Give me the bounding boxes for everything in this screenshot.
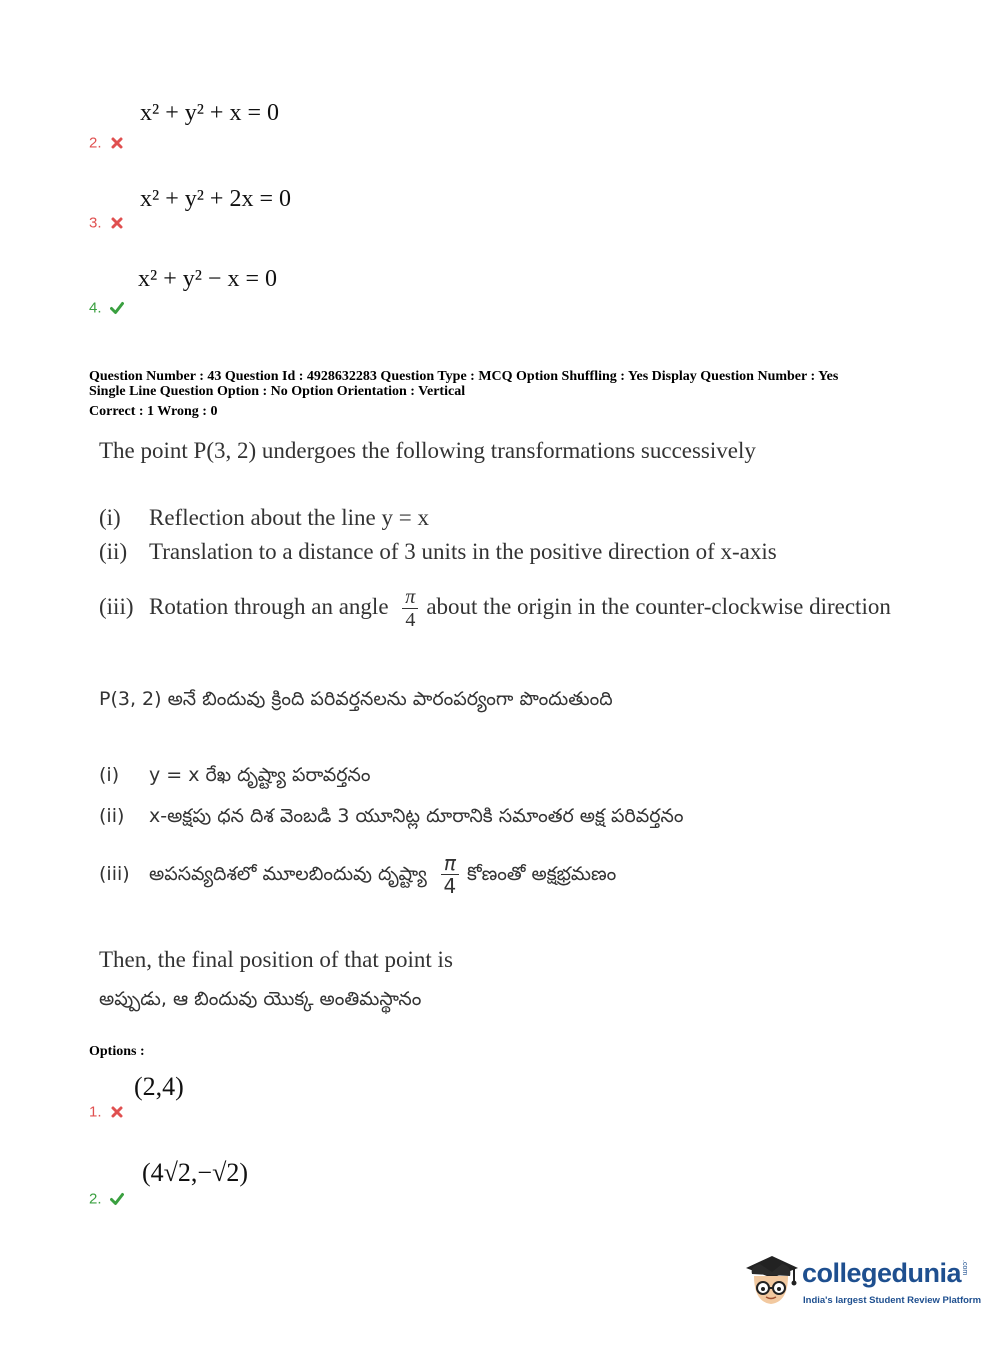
telugu-item-2-roman: (ii) [99, 805, 125, 827]
prev-option-3-number: 3. [89, 214, 102, 232]
telugu-item-3-text-after: కోణంతో అక్షభ్రమణం [466, 863, 617, 885]
prev-option-4-equation: x² + y² − x = 0 [138, 266, 277, 292]
prev-option-4-number: 4. [89, 299, 102, 317]
option-1-label[interactable] [89, 1103, 124, 1121]
item-3-roman: (iii) [99, 593, 134, 619]
telugu-item-3 [99, 852, 616, 897]
telugu-item-3-text-before: అపసవ్యదిశలో మూలబిందువు దృష్ట్యా [149, 863, 427, 885]
fraction-denominator: 4 [405, 609, 416, 631]
item-2-roman: (ii) [99, 539, 128, 564]
question-meta-line2: Single Line Question Option : No Option Orientation : Vertical [89, 384, 466, 399]
question-meta-line1: Question Number : 43 Question Id : 4928632283 Question Type : MCQ Option Shuffling : Yes Display Question Number : Yes [89, 369, 839, 384]
prev-option-3-label [89, 214, 124, 232]
telugu-item-1-roman: (i) [99, 764, 120, 786]
brand-suffix: .com [961, 1260, 968, 1276]
telugu-item-2 [99, 805, 683, 832]
prev-option-2-number: 2. [89, 134, 102, 152]
item-1-text: Reflection about the line y = x [149, 505, 429, 530]
correct-check-icon [110, 1192, 124, 1206]
question-item-1 [99, 505, 429, 531]
option-2-label[interactable] [89, 1190, 124, 1208]
wrong-cross-icon [110, 1105, 124, 1119]
telugu-item-2-text: x-అక్షపు ధన దిశ వెంబడి 3 యూనిట్ల దూరానికి సమాంతర అక్ష పరివర్తనం [149, 805, 684, 827]
mascot-icon [742, 1250, 802, 1312]
brand-name: collegedunia [802, 1258, 962, 1288]
item-1-roman: (i) [99, 505, 121, 530]
wrong-cross-icon [110, 216, 124, 230]
question-item-3 [99, 586, 891, 631]
question-meta-line3: Correct : 1 Wrong : 0 [89, 404, 218, 419]
prev-option-3-equation: x² + y² + 2x = 0 [140, 186, 291, 212]
telugu-angle-fraction [441, 852, 459, 897]
option-1-number: 1. [89, 1103, 102, 1121]
telugu-intro: P(3, 2) అనే బిందువు క్రింది పరివర్తనలను పారంపర్యంగా పొందుతుంది [99, 688, 613, 710]
telugu-item-1 [99, 764, 370, 791]
prev-option-2-label [89, 134, 124, 152]
options-label: Options : [89, 1044, 145, 1059]
prev-option-2-equation: x² + y² + x = 0 [140, 100, 279, 126]
telugu-fraction-denominator: 4 [443, 874, 457, 898]
wrong-cross-icon [110, 136, 124, 150]
option-2-value: (4√2,−√2) [142, 1158, 249, 1187]
option-2-number: 2. [89, 1190, 102, 1208]
item-3-text-after: about the origin in the counter-clockwise direction [426, 593, 891, 619]
telugu-item-3-roman: (iii) [99, 863, 130, 885]
correct-check-icon [110, 301, 124, 315]
question-closing: Then, the final position of that point is [99, 947, 453, 972]
question-item-2 [99, 539, 777, 565]
collegedunia-logo[interactable] [742, 1250, 982, 1320]
telugu-item-1-text: y = x రేఖ దృష్ట్యా పరావర్తనం [149, 764, 371, 786]
telugu-fraction-numerator: π [441, 852, 459, 875]
fraction-numerator: π [402, 586, 418, 609]
question-intro: The point P(3, 2) undergoes the following transformations successively [99, 438, 756, 463]
telugu-closing: అప్పుడు, ఆ బిందువు యొక్క అంతిమస్థానం [99, 988, 422, 1010]
item-3-text-before: Rotation through an angle [149, 593, 389, 619]
angle-fraction [402, 586, 418, 631]
option-1-value: (2,4) [134, 1072, 184, 1101]
prev-option-4-label [89, 299, 124, 317]
brand-tagline: India's largest Student Review Platform [803, 1295, 982, 1306]
item-2-text: Translation to a distance of 3 units in the positive direction of x-axis [149, 539, 777, 564]
